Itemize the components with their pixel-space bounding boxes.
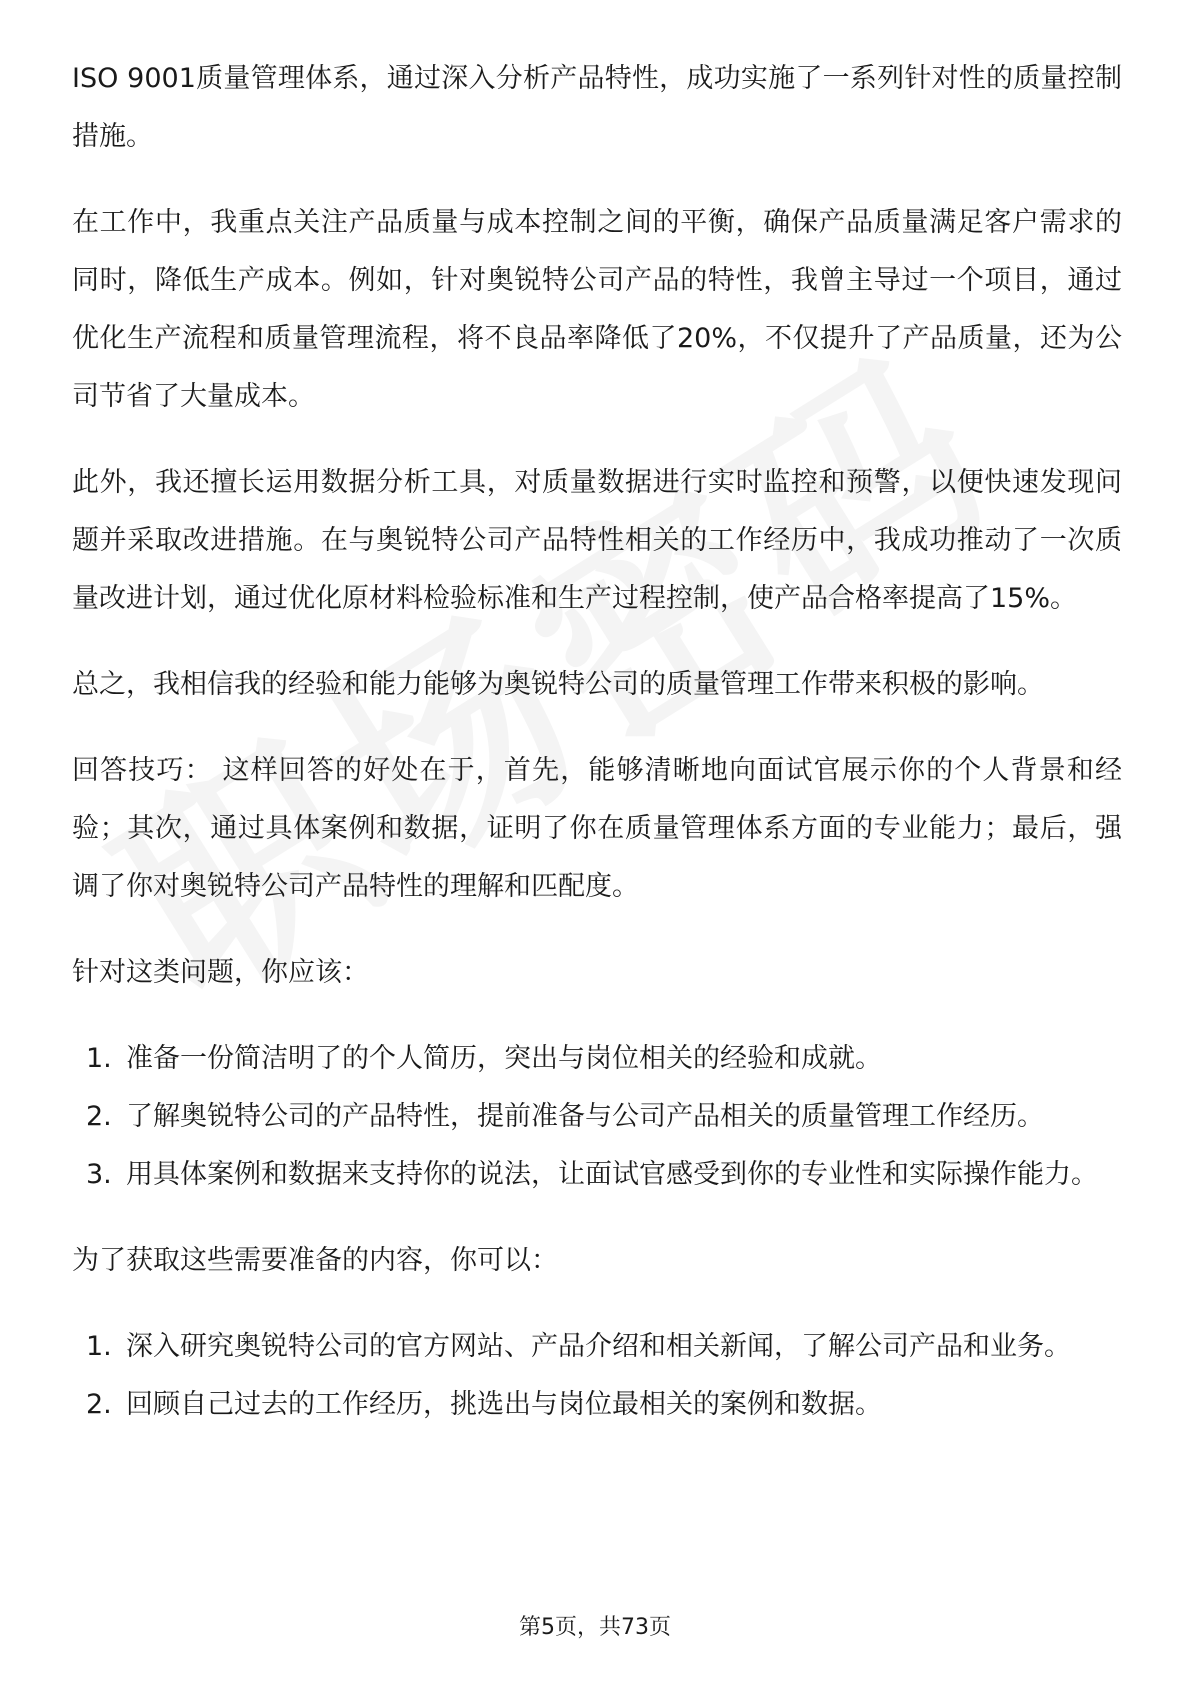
list-number: 2. [86, 1389, 112, 1420]
paragraph-1: ISO 9001质量管理体系，通过深入分析产品特性，成功实施了一系列针对性的质量控制措施。 [72, 63, 1122, 152]
list-number: 1. [86, 1331, 112, 1362]
list-number: 1. [86, 1043, 112, 1074]
list-item [72, 1030, 1122, 1088]
list-number: 2. [86, 1101, 112, 1132]
list-intro-1: 针对这类问题，你应该： [72, 957, 369, 988]
page-number: 第5页，共73页 [519, 1615, 671, 1640]
list-intro-2: 为了获取这些需要准备的内容，你可以： [72, 1245, 558, 1276]
list-item-text: 用具体案例和数据来支持你的说法，让面试官感受到你的专业性和实际操作能力。 [126, 1159, 1098, 1190]
list-number: 3. [86, 1159, 112, 1190]
list-item-text: 准备一份简洁明了的个人简历，突出与岗位相关的经验和成就。 [126, 1043, 882, 1074]
research-list [72, 1318, 1122, 1434]
list-item [72, 1376, 1122, 1434]
paragraph-4: 总之，我相信我的经验和能力能够为奥锐特公司的质量管理工作带来积极的影响。 [72, 669, 1044, 700]
list-item-text: 回顾自己过去的工作经历，挑选出与岗位最相关的案例和数据。 [126, 1389, 882, 1420]
paragraph-3: 此外，我还擅长运用数据分析工具，对质量数据进行实时监控和预警，以便快速发现问题并采取改进措施。在与奥锐特公司产品特性相关的工作经历中，我成功推动了一次质量改进计划，通过优化原材料检验标准和生产过程控制，使产品合格率提高了15%。 [72, 467, 1122, 614]
preparation-list [72, 1030, 1122, 1204]
tips-paragraph: 回答技巧： 这样回答的好处在于，首先，能够清晰地向面试官展示你的个人背景和经验；其次，通过具体案例和数据，证明了你在质量管理体系方面的专业能力；最后，强调了你对奥锐特公司产品特性的理解和匹配度。 [72, 755, 1122, 902]
document-body [72, 50, 1122, 1434]
list-item-text: 深入研究奥锐特公司的官方网站、产品介绍和相关新闻，了解公司产品和业务。 [126, 1331, 1071, 1362]
list-item-text: 了解奥锐特公司的产品特性，提前准备与公司产品相关的质量管理工作经历。 [126, 1101, 1044, 1132]
list-item [72, 1318, 1122, 1376]
list-item [72, 1088, 1122, 1146]
paragraph-2: 在工作中，我重点关注产品质量与成本控制之间的平衡，确保产品质量满足客户需求的同时，降低生产成本。例如，针对奥锐特公司产品的特性，我曾主导过一个项目，通过优化生产流程和质量管理流程，将不良品率降低了20%，不仅提升了产品质量，还为公司节省了大量成本。 [72, 207, 1122, 412]
list-item [72, 1146, 1122, 1204]
